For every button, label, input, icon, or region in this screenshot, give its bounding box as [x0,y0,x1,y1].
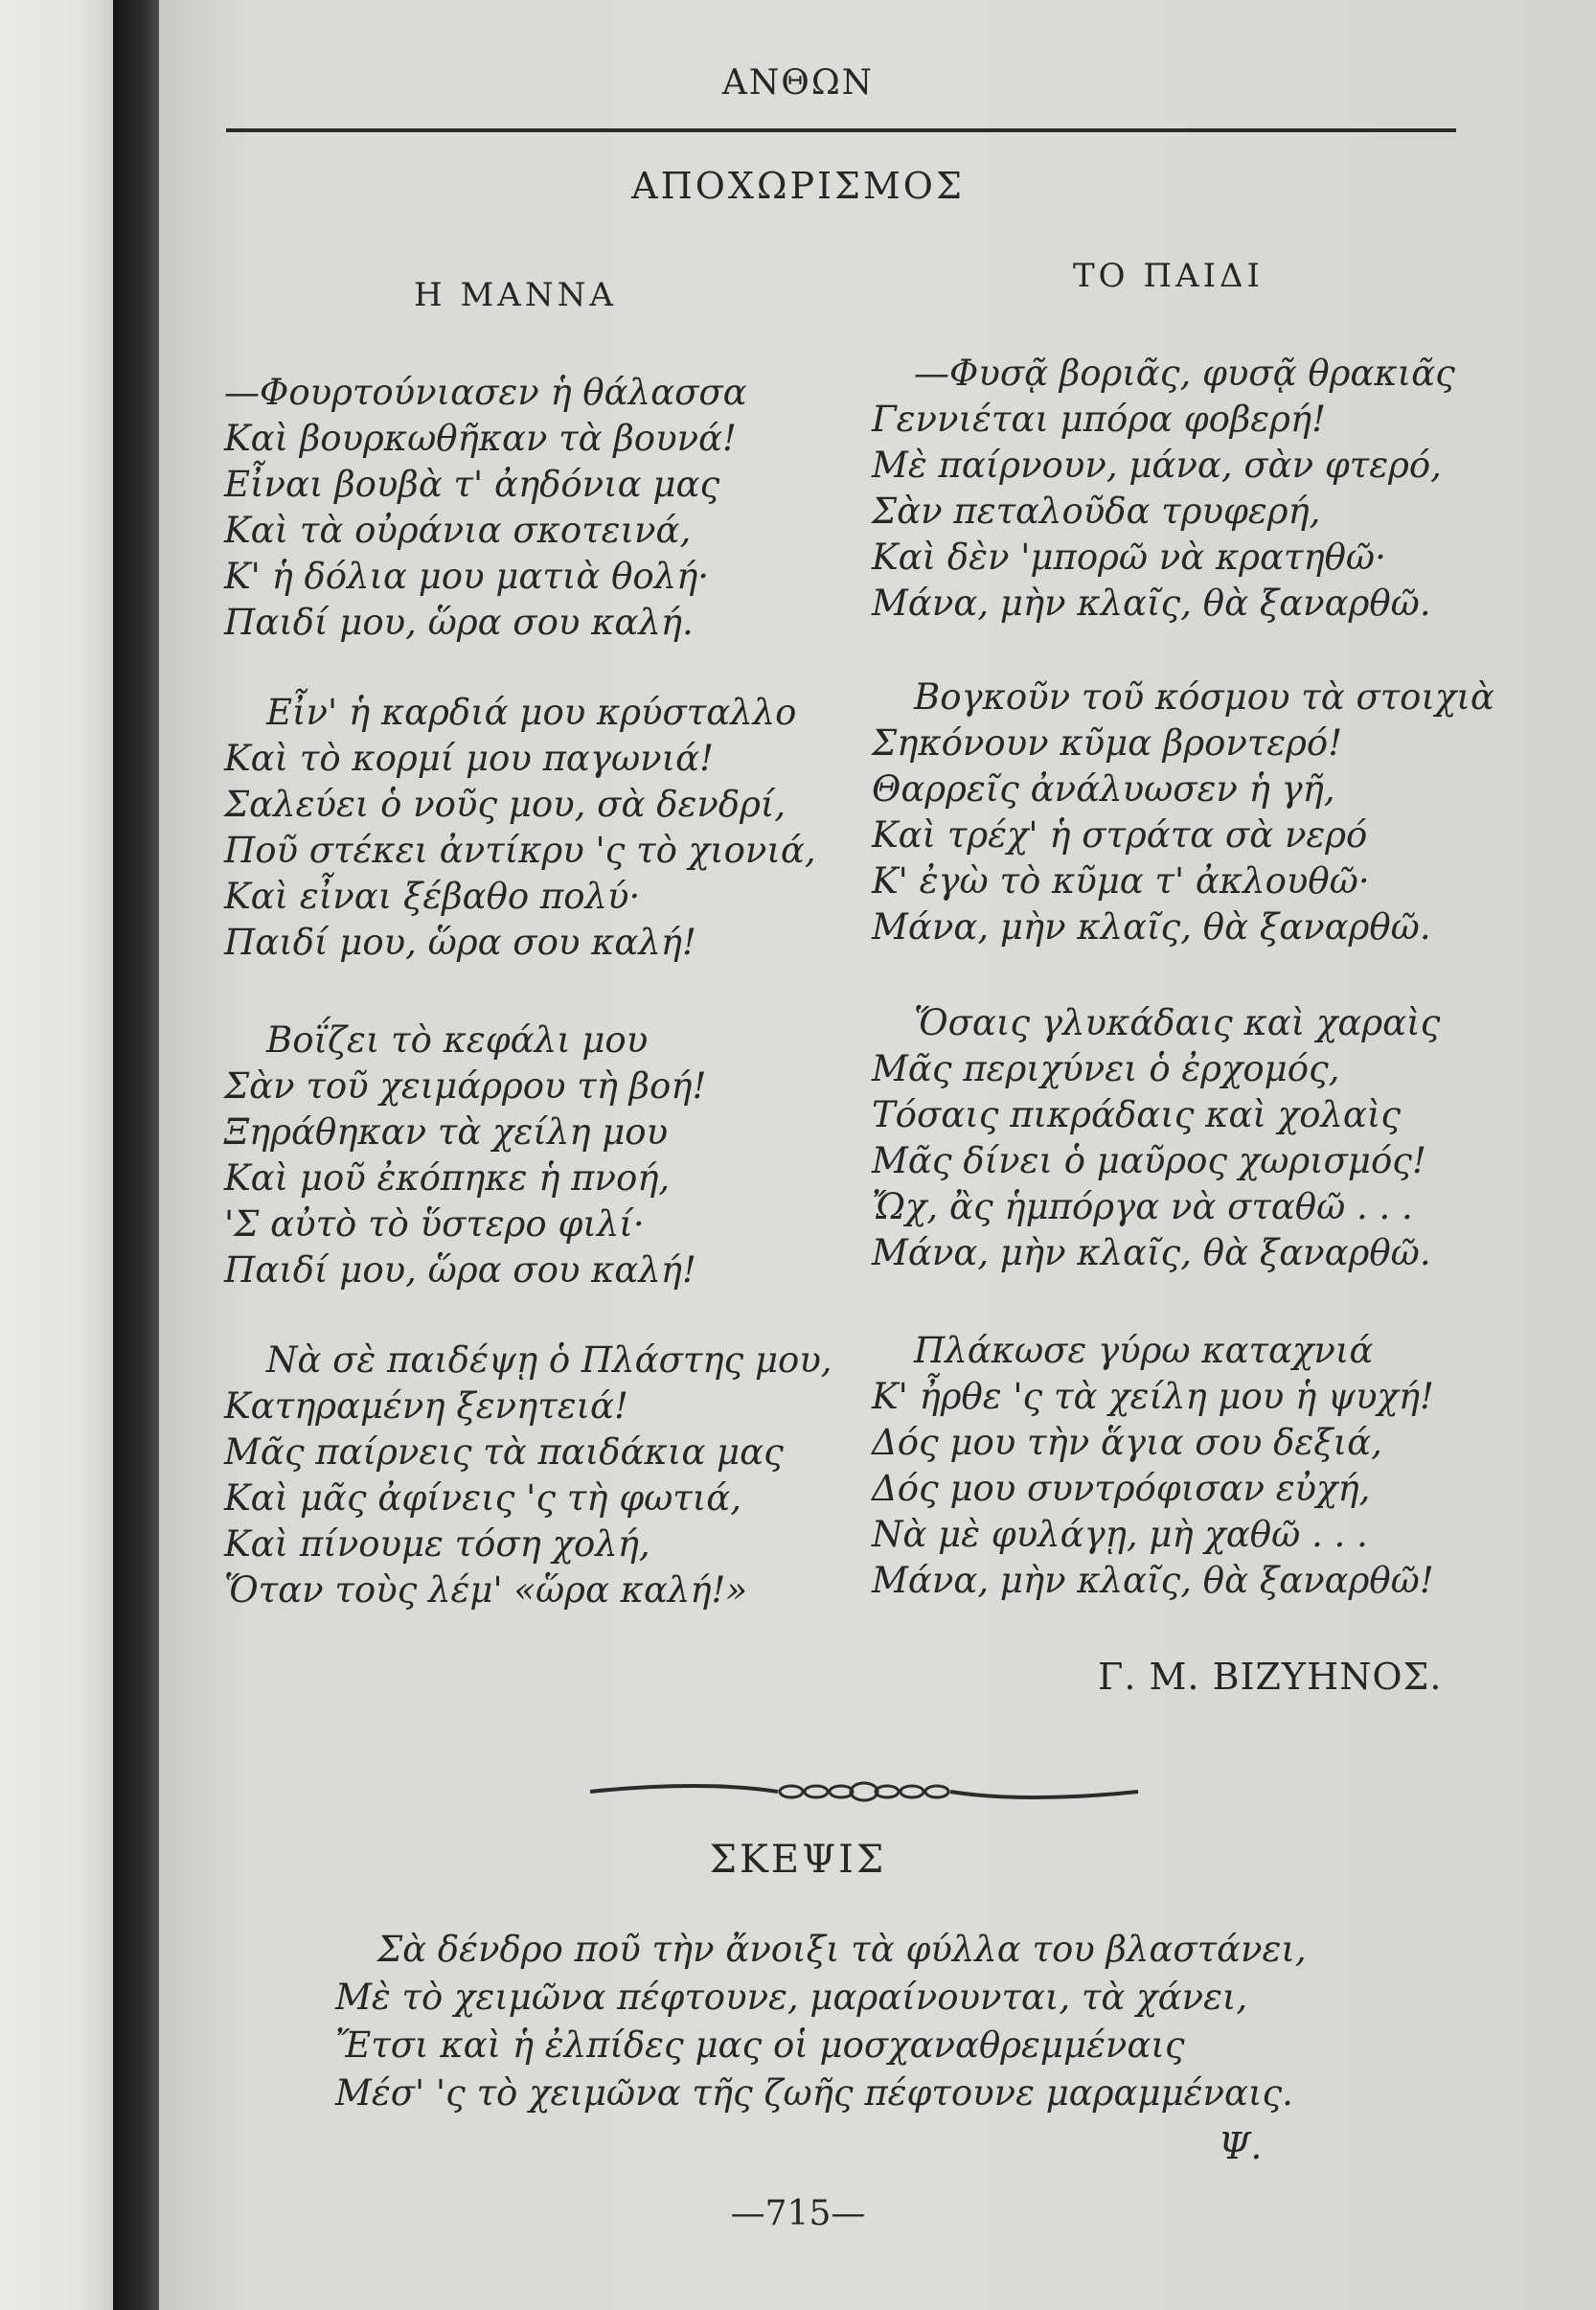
verse-line: Καὶ εἶναι ξέβαθο πολύ· [224,876,641,917]
thought-poem [335,1926,1307,2117]
right-stanza-4 [872,1328,1434,1604]
verse-line: Μᾶς περιχύνει ὁ ἐρχομός, [872,1048,1340,1089]
verse-line: Σὰν πεταλοῦδα τρυφερή, [872,491,1321,532]
verse-line: 'Σ αὐτὸ τὸ ὕστερο φιλί· [224,1203,645,1245]
verse-line: Δός μου συντρόφισαν εὐχή, [872,1468,1371,1509]
verse-line: Ὤχ, ἂς ἡμπόργα νὰ σταθῶ . . . [872,1186,1413,1227]
verse-line: Ὅταν τοὺς λέμ' «ὥρα καλή!» [224,1569,748,1611]
left-stanza-1 [224,370,747,646]
left-stanza-2 [224,690,816,966]
right-stanza-2 [872,675,1494,950]
verse-line: Πλάκωσε γύρω καταχνιά [914,1330,1374,1371]
left-stanza-3 [224,1018,706,1293]
verse-line: Τόσαις πικράδαις καὶ χολαὶς [872,1094,1402,1135]
author-signature: Γ. Μ. ΒΙΖΥΗΝΟΣ. [1098,1656,1443,1698]
page-number: —715— [730,2194,866,2233]
verse-line: Σὰν τοῦ χειμάρρου τὴ βοή! [224,1065,707,1107]
verse-line: Μᾶς δίνει ὁ μαῦρος χωρισμός! [872,1140,1426,1181]
verse-line: Μέσ' 'ς τὸ χειμῶνα τῆς ζωῆς πέφτουνε μαραμμέναις. [335,2072,1293,2114]
right-stanza-1 [872,351,1455,627]
verse-line: Καὶ δὲν 'μπορῶ νὰ κρατηθῶ· [872,537,1386,578]
verse-line: Ἔτσι καὶ ἡ ἐλπίδες μας οἱ μοσχαναθρεμμέναις [335,2024,1185,2066]
verse-line: Ποῦ στέκει ἀντίκρυ 'ς τὸ χιονιά, [224,830,816,871]
verse-line: Εἶν' ἡ καρδιά μου κρύσταλλο [266,692,797,733]
verse-line: Σὰ δένδρο ποῦ τὴν ἄνοιξι τὰ φύλλα του βλαστάνει, [377,1929,1307,1970]
verse-line: Καὶ βουρκωθῆκαν τὰ βουνά! [224,418,737,459]
verse-line: Κ' ἦρθε 'ς τὰ χείλη μου ἡ ψυχή! [872,1376,1434,1417]
verse-line: Μὲ παίρνουν, μάνα, σὰν φτερό, [872,445,1442,486]
verse-line: Καὶ μοῦ ἐκόπηκε ἡ πνοή, [224,1157,671,1199]
verse-line: Ὅσαις γλυκάδαις καὶ χαραὶς [914,1002,1441,1043]
verse-line: Θαρρεῖς ἀνάλυωσεν ἡ γῆ, [872,768,1335,810]
verse-line: Παιδί μου, ὥρα σου καλή. [224,602,694,643]
verse-line: Νὰ σὲ παιδέψῃ ὁ Πλάστης μου, [266,1339,832,1381]
verse-line: Μᾶς παίρνεις τὰ παιδάκια μας [224,1431,784,1473]
thought-title: ΣΚΕΨΙΣ [709,1838,887,1882]
running-head: ΑΝΘΩΝ [721,63,875,103]
verse-line: Παιδί μου, ὥρα σου καλή! [224,1249,696,1291]
header-rule [226,128,1456,132]
poem-title: ΑΠΟΧΩΡΙΣΜΟΣ [631,165,965,207]
verse-line: Παιδί μου, ὥρα σου καλή! [224,922,696,963]
verse-line: Εἶναι βουβὰ τ' ἀηδόνια μας [224,464,720,505]
verse-line: Γεννιέται μπόρα φοβερή! [872,399,1326,440]
verse-line: Βοΐζει τὸ κεφάλι μου [266,1019,649,1061]
verse-line: Βογκοῦν τοῦ κόσμου τὰ στοιχιὰ [914,676,1494,718]
verse-line: Δός μου τὴν ἅγια σου δεξιά, [872,1422,1382,1463]
verse-line: Νὰ μὲ φυλάγῃ, μὴ χαθῶ . . . [872,1514,1368,1555]
verse-line: Κ' ἐγὼ τὸ κῦμα τ' ἀκλουθῶ· [872,860,1370,902]
verse-line: Καὶ μᾶς ἀφίνεις 'ς τὴ φωτιά, [224,1477,742,1519]
left-margin [0,0,113,2310]
left-column-heading: Η ΜΑΝΝΑ [414,276,617,314]
right-column-heading: ΤΟ ΠΑΙΔΙ [1073,257,1264,295]
verse-line: Καὶ πίνουμε τόση χολή, [224,1523,650,1565]
verse-line: Μάνα, μὴν κλαῖς, θὰ ξαναρθῶ. [872,583,1431,624]
ornament-divider [586,1774,1142,1809]
ornament-divider-icon [586,1774,1142,1809]
verse-line: —Φουρτούνιασεν ἡ θάλασσα [224,372,747,413]
verse-line: Κ' ἡ δόλια μου ματιὰ θολή· [224,556,710,597]
right-stanza-3 [872,1000,1440,1276]
verse-line: Μάνα, μὴν κλαῖς, θὰ ξαναρθῶ. [872,1232,1431,1273]
thought-signature: Ψ. [1219,2125,1263,2167]
verse-line: Μάνα, μὴν κλαῖς, θὰ ξαναρθῶ! [872,1560,1434,1601]
verse-line: Μὲ τὸ χειμῶνα πέφτουνε, μαραίνουνται, τὰ χάνει, [335,1977,1248,2018]
verse-line: Ξηράθηκαν τὰ χείλη μου [224,1111,669,1153]
book-spine [113,0,159,2310]
verse-line: Καὶ τρέχ' ἡ στράτα σὰ νερό [872,814,1368,856]
verse-line: —Φυσᾷ βοριᾶς, φυσᾷ θρακιᾶς [914,353,1455,394]
verse-line: Σαλεύει ὁ νοῦς μου, σὰ δενδρί, [224,784,787,825]
verse-line: Καὶ τὰ οὐράνια σκοτεινά, [224,510,692,551]
verse-line: Καὶ τὸ κορμί μου παγωνιά! [224,738,715,779]
verse-line: Μάνα, μὴν κλαῖς, θὰ ξαναρθῶ. [872,906,1431,948]
left-stanza-4 [224,1338,832,1613]
verse-line: Κατηραμένη ξενητειά! [224,1385,628,1427]
verse-line: Σηκόνουν κῦμα βροντερό! [872,722,1343,764]
